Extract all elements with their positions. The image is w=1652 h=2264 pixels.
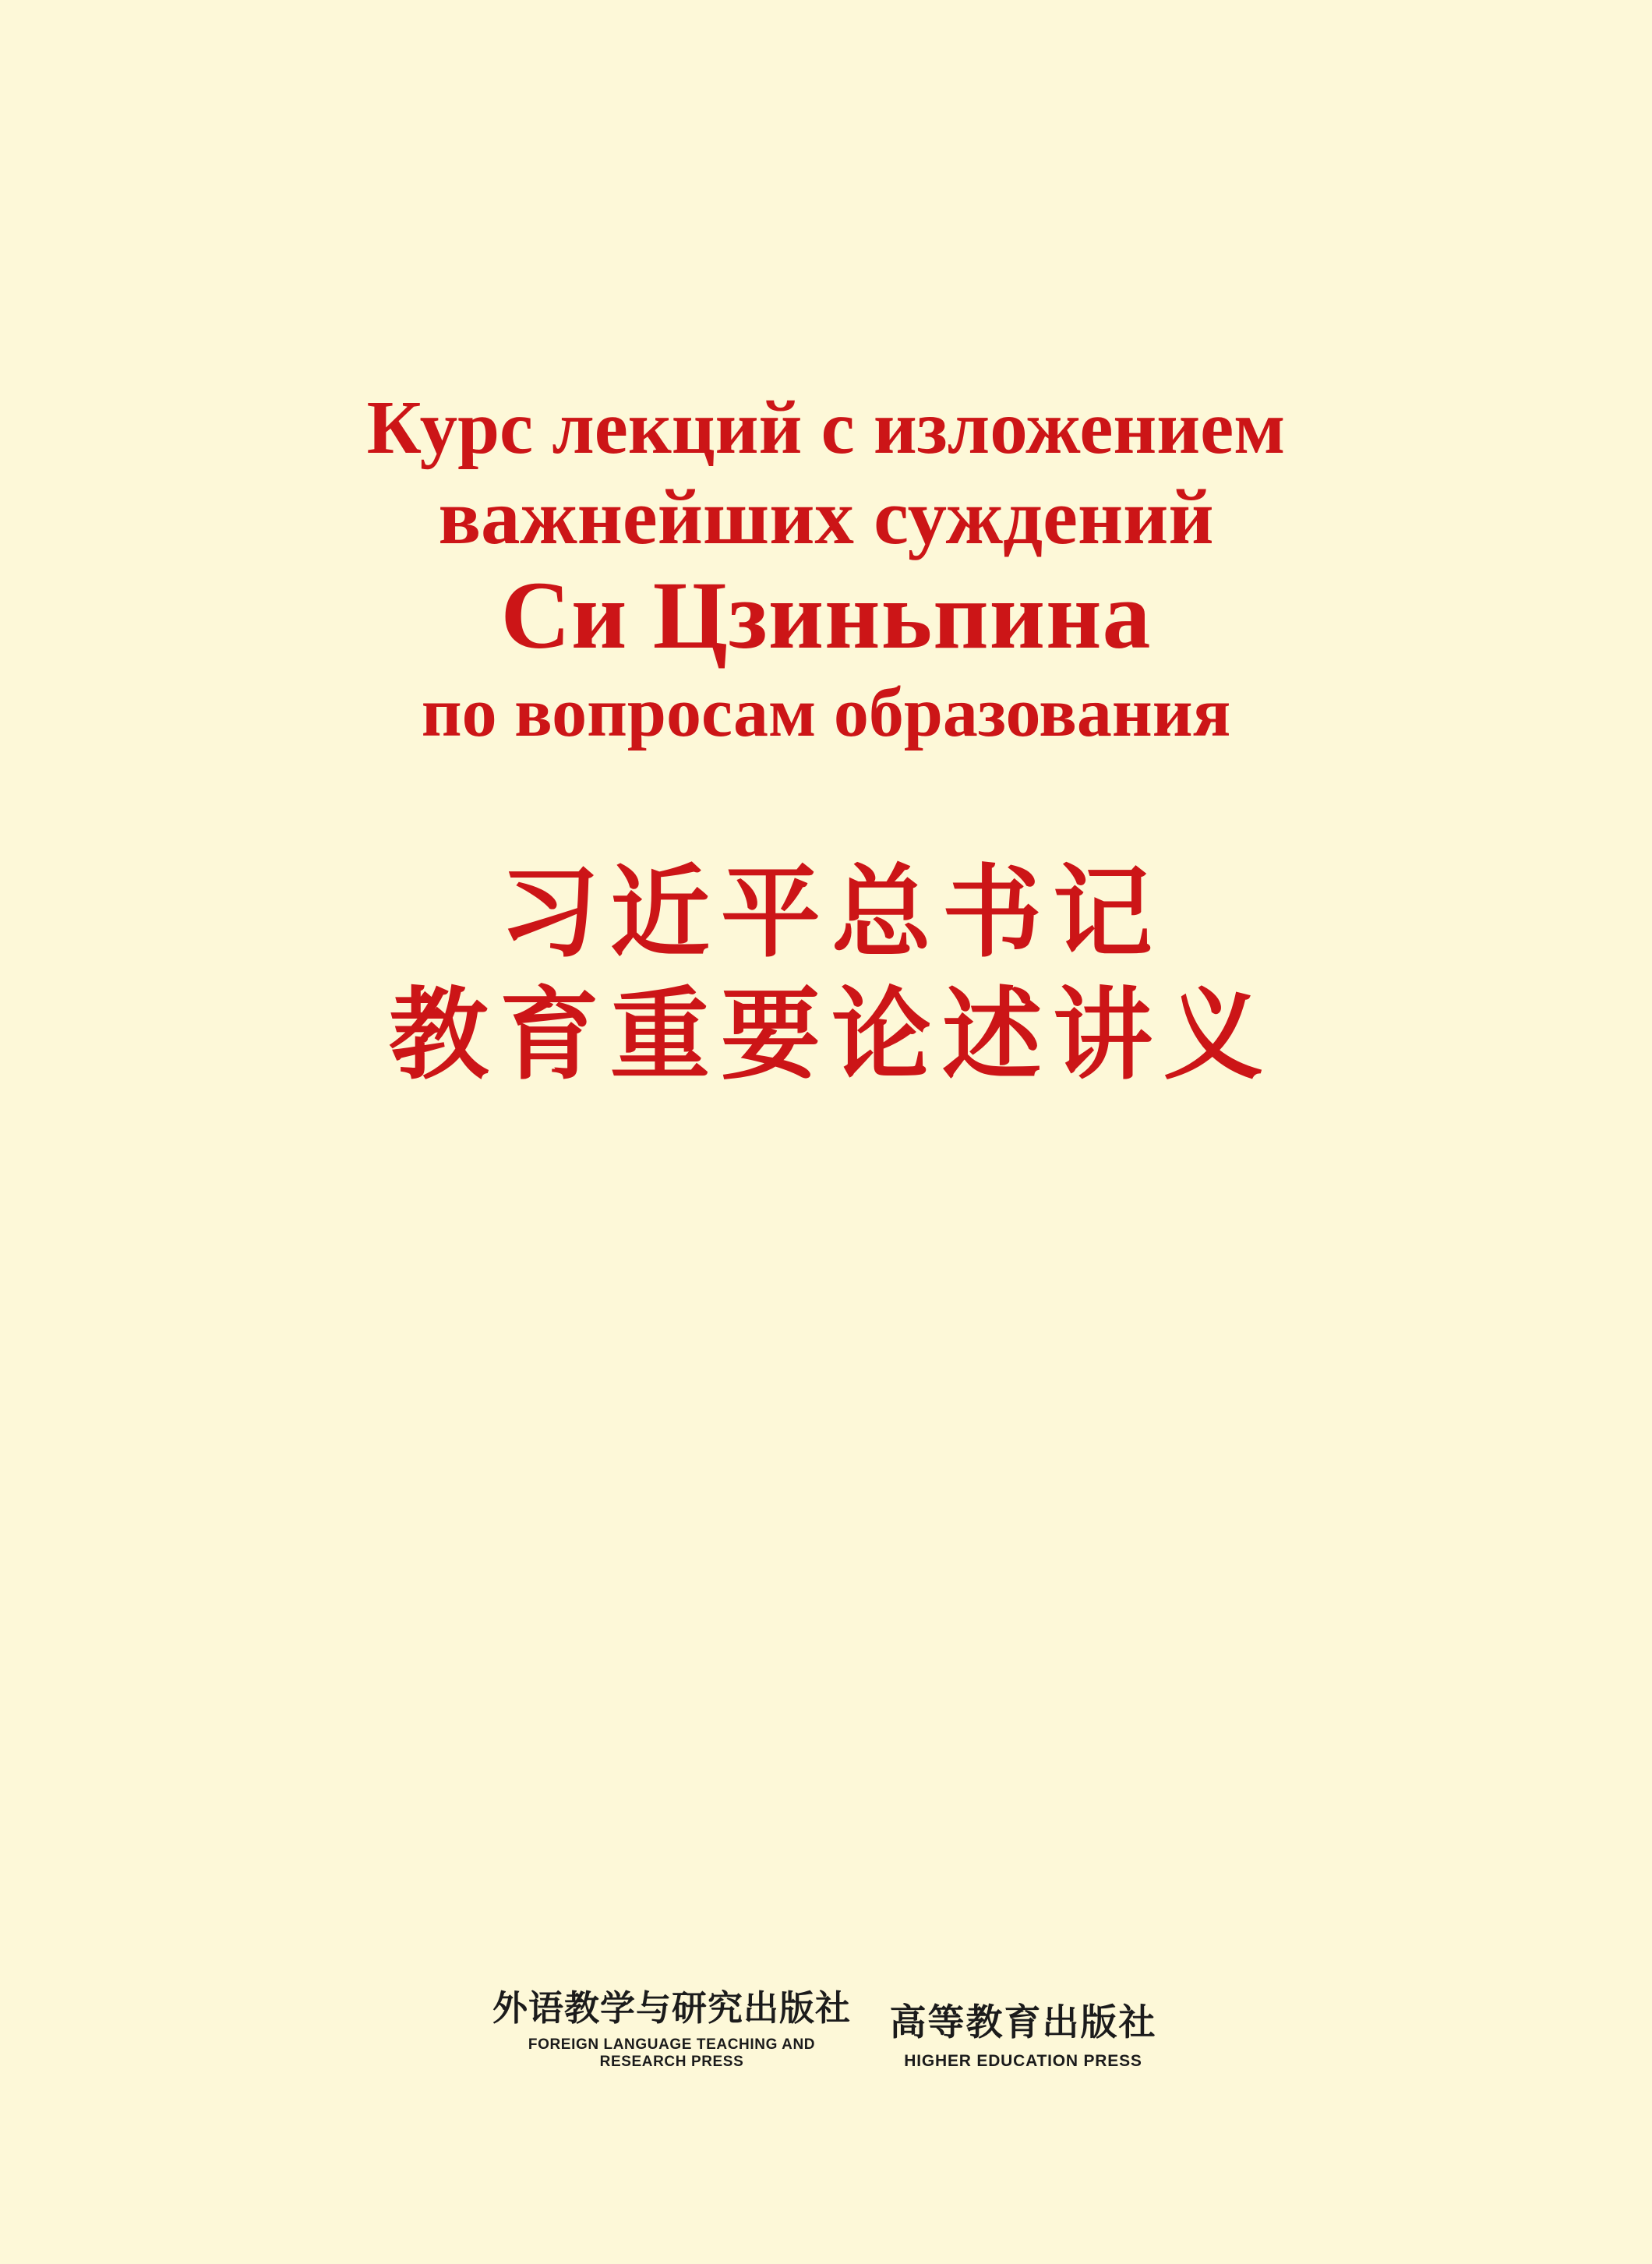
russian-title-block bbox=[0, 386, 1652, 751]
chinese-title-block bbox=[0, 857, 1652, 1092]
publisher-hep-name-cn: 高等教育出版社 bbox=[889, 2001, 1157, 2044]
publisher-footer bbox=[0, 1987, 1652, 2071]
publisher-fltrp-name-en: FOREIGN LANGUAGE TEACHING AND RESEARCH PRESS bbox=[528, 2036, 816, 2070]
publisher-fltrp bbox=[489, 1987, 855, 2071]
russian-title-line-2: важнейших суждений bbox=[438, 473, 1214, 560]
publisher-hep bbox=[883, 2001, 1163, 2071]
russian-title-line-3: Си Цзиньпина bbox=[500, 562, 1152, 669]
publisher-hep-name-en: HIGHER EDUCATION PRESS bbox=[904, 2052, 1142, 2070]
publisher-fltrp-name-cn: 外语教学与研究出版社 bbox=[492, 1987, 851, 2029]
chinese-title-line-2: 教育重要论述讲义 bbox=[388, 977, 1274, 1094]
russian-title-line-4: по вопросам образования bbox=[421, 674, 1231, 751]
russian-title-line-1: Курс лекций с изложением bbox=[366, 386, 1286, 469]
chinese-title-line-1: 习近平总书记 bbox=[499, 855, 1163, 971]
